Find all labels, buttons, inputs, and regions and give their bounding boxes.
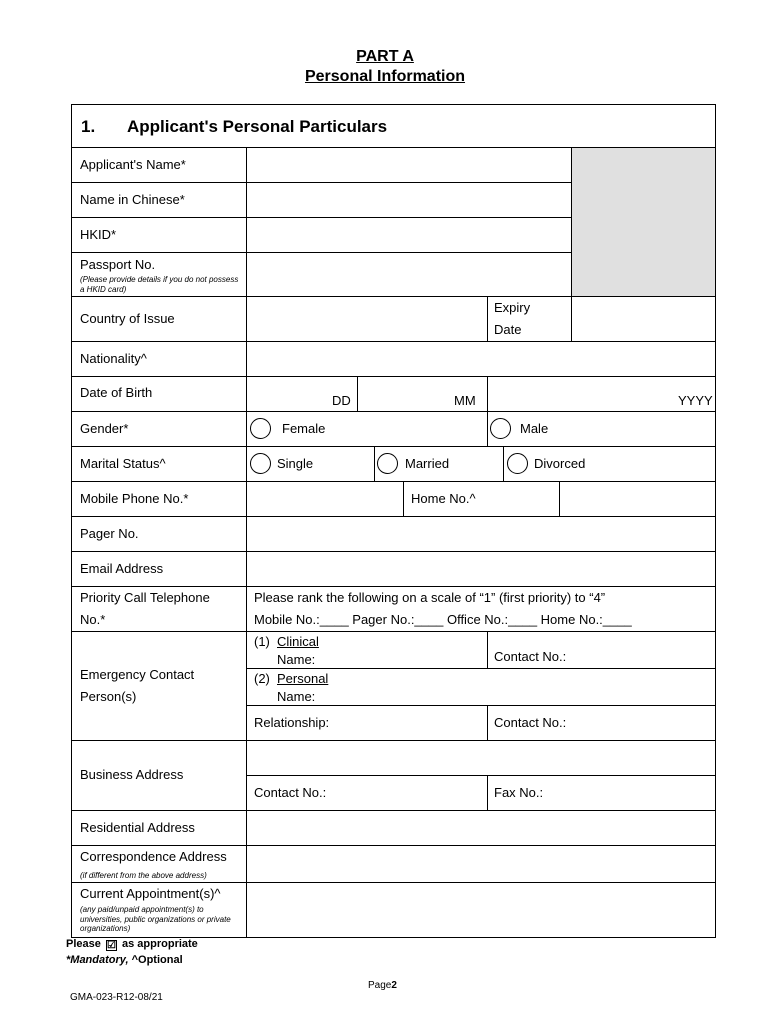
- page-prefix: Page: [368, 980, 392, 991]
- label-marital-status: Marital Status^: [80, 456, 166, 471]
- dob-mm: MM: [454, 393, 476, 408]
- rule: [357, 376, 358, 411]
- personal-name-label: Name:: [277, 689, 316, 704]
- label-passport: Passport No.: [80, 257, 156, 272]
- dob-dd: DD: [332, 393, 351, 408]
- label-email: Email Address: [80, 561, 164, 576]
- relationship-label: Relationship:: [254, 715, 330, 730]
- photo-area: [572, 148, 715, 296]
- business-fax-label: Fax No.:: [494, 785, 544, 800]
- rule: [71, 845, 716, 846]
- rule: [559, 481, 560, 516]
- radio-male[interactable]: [490, 418, 511, 439]
- rule: [71, 586, 716, 587]
- rule: [247, 775, 716, 776]
- section-number: 1.: [81, 117, 96, 136]
- footer-mandatory: *Mandatory,: [66, 954, 129, 966]
- clinical-number: (1): [254, 634, 270, 649]
- rule: [487, 296, 488, 341]
- rule: [71, 147, 716, 148]
- label-single: Single: [277, 456, 314, 471]
- label-emergency-persons: Person(s): [80, 689, 137, 704]
- rule: [571, 147, 572, 341]
- footer-appropriate: as appropriate: [122, 938, 198, 950]
- label-applicant-name: Applicant's Name*: [80, 157, 186, 172]
- rule: [503, 446, 504, 481]
- rule: [71, 740, 716, 741]
- radio-female[interactable]: [250, 418, 271, 439]
- label-gender: Gender*: [80, 421, 129, 436]
- rule: [487, 705, 488, 740]
- clinical-name-label: Name:: [277, 652, 316, 667]
- document-code: GMA-023-R12-08/21: [70, 992, 163, 1003]
- footer-please: Please: [66, 938, 101, 950]
- personal-number: (2): [254, 671, 270, 686]
- label-date-of-birth: Date of Birth: [80, 385, 153, 400]
- section-title: Applicant's Personal Particulars: [127, 117, 388, 136]
- label-expiry-date: Date: [494, 322, 522, 337]
- rule: [487, 376, 488, 446]
- label-current-appointment: Current Appointment(s)^: [80, 886, 221, 901]
- clinical-contact-label: Contact No.:: [494, 649, 567, 664]
- correspondence-note: (if different from the above address): [80, 871, 207, 880]
- label-divorced: Divorced: [534, 456, 586, 471]
- label-country-of-issue: Country of Issue: [80, 311, 175, 326]
- rule: [247, 705, 716, 706]
- rule: [71, 882, 716, 883]
- relationship-contact-label: Contact No.:: [494, 715, 567, 730]
- rank-options: Mobile No.:____ Pager No.:____ Office No.:____ Home No.:____: [254, 612, 632, 627]
- label-hkid: HKID*: [80, 227, 117, 242]
- label-home-no: Home No.^: [411, 491, 476, 506]
- rule: [71, 217, 572, 218]
- label-priority-call: Priority Call Telephone: [80, 590, 210, 605]
- rule: [71, 296, 716, 297]
- rule: [246, 147, 247, 938]
- label-nationality: Nationality^: [80, 351, 147, 366]
- rule: [71, 341, 716, 342]
- rule: [247, 668, 716, 669]
- rule: [487, 631, 488, 668]
- dob-yyyy: YYYY: [678, 393, 713, 408]
- rule: [71, 631, 716, 632]
- personal-label: Personal: [277, 671, 329, 686]
- rule: [71, 376, 716, 377]
- footer-optional: ^Optional: [131, 954, 183, 966]
- rule: [71, 481, 716, 482]
- label-female: Female: [282, 421, 326, 436]
- page-number: [368, 980, 397, 993]
- label-expiry: Expiry: [494, 300, 531, 315]
- label-residential-address: Residential Address: [80, 820, 195, 835]
- label-business-address: Business Address: [80, 767, 184, 782]
- radio-divorced[interactable]: [507, 453, 528, 474]
- label-emergency-contact: Emergency Contact: [80, 667, 195, 682]
- rule: [71, 551, 716, 552]
- rule: [71, 411, 716, 412]
- label-correspondence-address: Correspondence Address: [80, 849, 227, 864]
- page-num: 2: [391, 980, 397, 991]
- footer-instruction: [66, 938, 198, 952]
- rule: [71, 810, 716, 811]
- rule: [71, 182, 572, 183]
- rule: [71, 516, 716, 517]
- passport-note: (Please provide details if you do not possess a HKID card): [80, 275, 239, 294]
- label-name-chinese: Name in Chinese*: [80, 192, 185, 207]
- radio-single[interactable]: [250, 453, 271, 474]
- rule: [374, 446, 375, 481]
- rule: [71, 252, 572, 253]
- label-pager: Pager No.: [80, 526, 139, 541]
- business-contact-label: Contact No.:: [254, 785, 327, 800]
- part-heading: PART A: [356, 48, 414, 65]
- footer-legend: [66, 954, 183, 968]
- label-male: Male: [520, 421, 549, 436]
- rank-instruction: Please rank the following on a scale of “1” (first priority) to “4”: [254, 590, 606, 605]
- clinical-label: Clinical: [277, 634, 319, 649]
- label-mobile-phone: Mobile Phone No.*: [80, 491, 189, 506]
- rule: [71, 446, 716, 447]
- radio-married[interactable]: [377, 453, 398, 474]
- check-box-icon: ☑: [106, 940, 116, 951]
- label-priority-no: No.*: [80, 612, 106, 627]
- appointment-note: (any paid/unpaid appointment(s) to universities, public organizations or private organizations): [80, 905, 231, 934]
- part-subtitle: Personal Information: [304, 68, 466, 85]
- label-married: Married: [405, 456, 450, 471]
- rule: [403, 481, 404, 516]
- rule: [487, 775, 488, 810]
